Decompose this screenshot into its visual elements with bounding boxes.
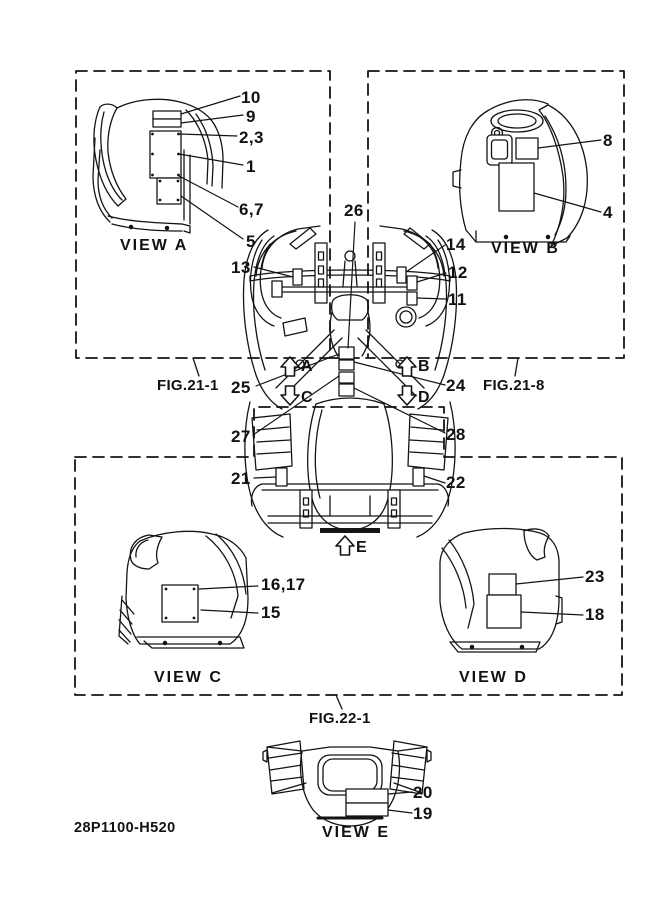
callout-18: 18 (585, 605, 605, 624)
view-c-label: VIEW C (154, 669, 223, 686)
arrow-down-c-icon (281, 386, 299, 405)
direction-arrow-a-label: A (301, 358, 313, 375)
view-d-labels (487, 574, 521, 628)
callout-14: 14 (446, 235, 466, 254)
view-b-drawing (453, 100, 601, 246)
arrow-down-d-icon (398, 386, 416, 405)
callout-27: 27 (231, 427, 251, 446)
callout-13: 13 (231, 258, 251, 277)
part-number: 28P1100-H520 (74, 820, 176, 836)
callout-12: 12 (448, 263, 468, 282)
arrow-up-a-icon (281, 357, 299, 376)
callout-1: 1 (246, 157, 256, 176)
callout-16-17: 16,17 (261, 575, 306, 594)
figure-ref-21-8: FIG.21-8 (483, 377, 545, 394)
callout-8: 8 (603, 131, 613, 150)
callout-20: 20 (413, 783, 433, 802)
view-c-leader-lines (199, 586, 258, 613)
callout-26: 26 (344, 201, 364, 220)
view-b-leader-lines (534, 140, 601, 212)
view-a-label: VIEW A (120, 237, 189, 254)
callout-4: 4 (603, 203, 613, 222)
view-e-label: VIEW E (322, 824, 391, 841)
callout-10: 10 (241, 88, 261, 107)
callout-11: 11 (448, 290, 467, 309)
figure-ref-22-1: FIG.22-1 (309, 710, 371, 727)
direction-arrow-d-label: D (418, 389, 430, 406)
direction-arrow-b-label: B (418, 358, 430, 375)
view-c-label (162, 585, 198, 622)
callout-23: 23 (585, 567, 605, 586)
callout-22: 22 (446, 473, 466, 492)
view-a-labels (150, 111, 181, 204)
callout-19: 19 (413, 804, 433, 823)
figure-leader-lines (193, 358, 518, 709)
view-b-label: VIEW B (491, 240, 560, 257)
arrow-up-e-icon (336, 536, 354, 555)
callout-25: 25 (231, 378, 251, 397)
view-d-leader-lines (516, 577, 583, 615)
callout-2-3: 2,3 (239, 128, 264, 147)
direction-arrow-e-label: E (356, 539, 367, 556)
callout-24: 24 (446, 376, 466, 395)
figure-ref-21-1: FIG.21-1 (157, 377, 219, 394)
view-a-leader-lines (179, 96, 243, 239)
callout-15: 15 (261, 603, 281, 622)
callout-6-7: 6,7 (239, 200, 264, 219)
center-label-stack (339, 347, 354, 396)
callout-28: 28 (446, 425, 466, 444)
view-e-drawing (263, 741, 431, 826)
callout-5: 5 (246, 232, 256, 251)
view-a-drawing (93, 96, 243, 239)
callout-21: 21 (231, 469, 251, 488)
direction-arrow-c-label: C (301, 389, 313, 406)
callout-9: 9 (246, 107, 256, 126)
view-d-drawing (440, 529, 583, 653)
view-c-drawing (119, 531, 258, 648)
view-e-labels (346, 789, 388, 816)
view-d-label: VIEW D (459, 669, 528, 686)
